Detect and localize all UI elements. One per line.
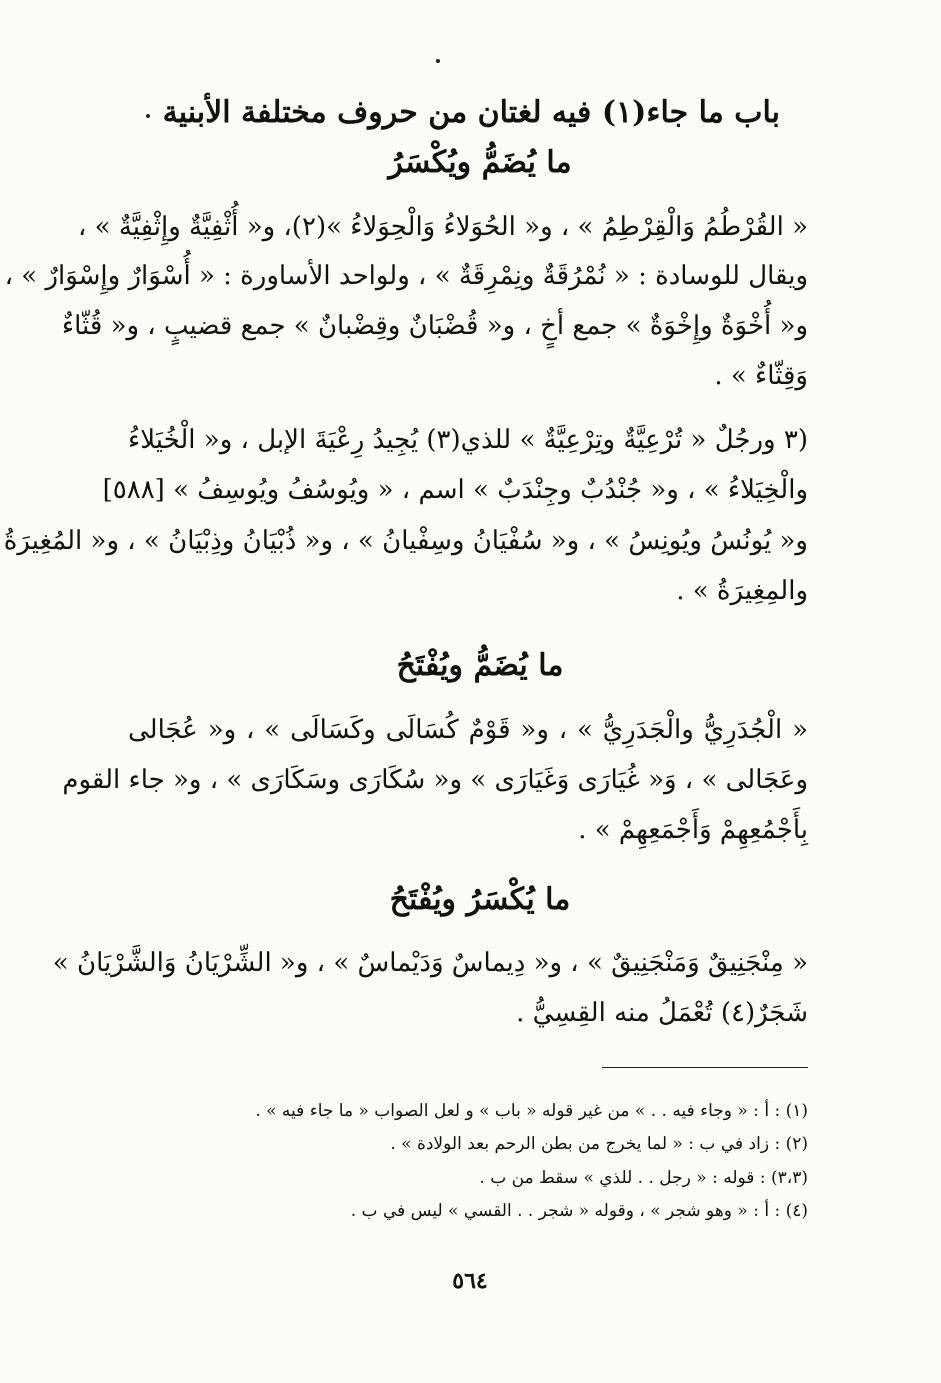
footnote: (٤) : أ : « وهو شجر » ، وقوله « شجر . . القسي » ليس في ب .	[350, 1201, 808, 1221]
paragraph-line: وَقِثّاءٌ » .	[714, 361, 808, 391]
paragraph-line: « القُرْطُمُ وَالْقِرْطِمُ » ، و« الحُوَلاءُ وَالْحِوَلاءُ »(٢)، و« أُثْفِيَّةٌ وإِثْفِيَّةٌ » ،	[77, 212, 808, 242]
paragraph-line: شَجَرٌ(٤) تُعْمَلُ منه القِسِيُّ .	[516, 998, 808, 1028]
paragraph-line: والمِغِيرَةُ » .	[676, 576, 808, 606]
paragraph-line: « مِنْجَنِيقٌ وَمَنْجَنِيقٌ » ، و« دِيماسٌ وَدَيْماسٌ » ، و« الشِّرْيَانُ وَالشَّرْيَانُ »	[52, 948, 808, 978]
paragraph-line: و« يُونُسُ ويُونِسُ » ، و« سُفْيَانُ وسِفْيانُ » ، و« ذُبْيَانُ وذِبْيَانُ » ، و« المُغِيرَةُ	[3, 526, 808, 556]
section-title: ما يُكْسَرُ ويُفْتَحُ	[389, 882, 571, 917]
paragraph-line: والْخِيَلاءُ » ، و« جُنْدُبٌ وجِنْدَبٌ » اسم ، « ويُوسُفُ ويُوسِفُ » [٥٨٨]	[102, 475, 808, 505]
paragraph-line: بِأَجْمُعِهِمْ وَأَجْمَعِهِمْ » .	[578, 815, 808, 845]
paragraph-line: و« أُخْوَةٌ وإِخْوَةٌ » جمع أخٍ ، و« قُضْبَانٌ وقِضْبانٌ » جمع قضيبٍ ، و« قُثّاءٌ	[61, 311, 808, 341]
chapter-title: باب ما جاء(١) فيه لغتان من حروف مختلفة الأبنية	[162, 95, 780, 130]
chapter-subtitle: ما يُضَمُّ ويُكْسَرُ	[388, 145, 572, 180]
footnote: (٢) : زاد في ب : « لما يخرج من بطن الرحم بعد الولادة » .	[390, 1134, 808, 1154]
footnote-rule	[602, 1067, 808, 1068]
section-title: ما يُضَمُّ ويُفْتَحُ	[396, 648, 564, 683]
footnote: (١) : أ : « وجاء فيه . . » من غير قوله « باب » و لعل الصواب « ما جاء فيه » .	[255, 1101, 808, 1121]
page-number: ٥٦٤	[452, 1268, 488, 1294]
page-speck	[436, 59, 440, 63]
paragraph-line: ويقال للوسادة : « نُمْرُقَةٌ ونِمْرِقَةٌ » ، ولواحد الأساورة : « أُسْوَارٌ وإِسْوَارٌ » ،	[4, 261, 808, 291]
paragraph-line: وعَجَالى » ، وَ« غُيَارَى وَغَيَارَى » و« سُكَارَى وسَكَارَى » ، و« جاء القوم	[62, 765, 808, 795]
footnote: (٣،٣) : قوله : « رجل . . للذي » سقط من ب .	[479, 1168, 808, 1188]
margin-dot	[146, 114, 150, 118]
paragraph-line: (٣ ورجُلٌ « تُرْعِيَّةٌ وتِرْعِيَّةٌ » للذي(٣) يُجِيدُ رِعْيَةَ الإبل ، و« الْخُيَلاءُ	[128, 425, 808, 455]
paragraph-line: « الْجُدَرِيُّ والْجَدَرِيُّ » ، و« قَوْمٌ كُسَالَى وكَسَالَى » ، و« عُجَالى	[128, 715, 808, 745]
